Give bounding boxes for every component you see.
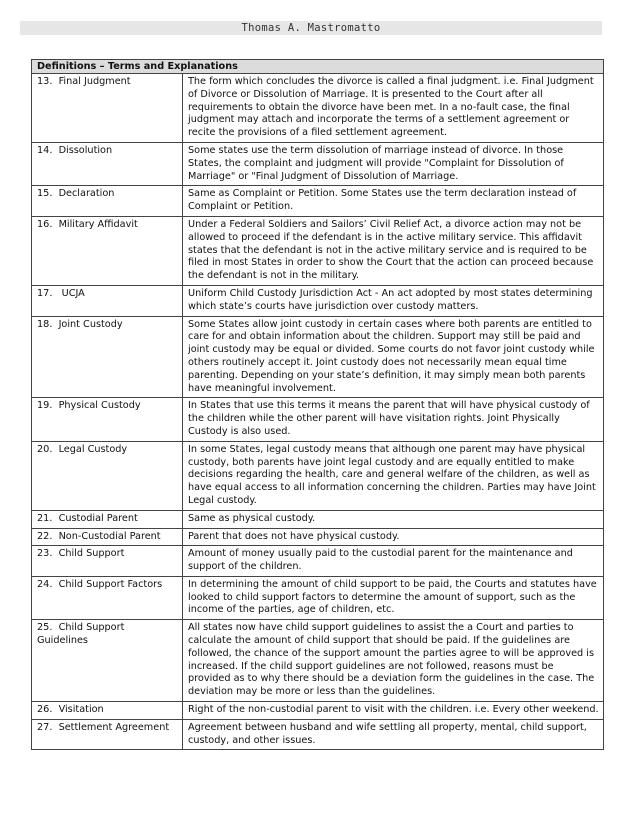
definitions-table	[31, 59, 604, 750]
term-cell: 17. UCJA	[32, 285, 183, 316]
table-row	[32, 316, 604, 398]
definition-cell: Same as Complaint or Petition. Some States use the term declaration instead of Complaint or Petition.	[183, 186, 604, 217]
table-row	[32, 510, 604, 528]
table-row	[32, 576, 604, 619]
table-row	[32, 546, 604, 577]
term-cell: 19. Physical Custody	[32, 398, 183, 441]
term-cell: 26. Visitation	[32, 702, 183, 720]
table-title: Definitions – Terms and Explanations	[32, 60, 604, 74]
definition-cell: Some States allow joint custody in certain cases where both parents are entitled to care for and obtain information about the children. Support may still be paid and joint custody may be equal or divided. Some courts do not favor joint custody while others routinely accept it. Joint custody does not necessarily mean equal time parenting. Depending on your state’s definition, it may simply mean both parents have meaningful involvement.	[183, 316, 604, 398]
definition-cell: Under a Federal Soldiers and Sailors’ Civil Relief Act, a divorce action may not be allowed to proceed if the defendant is in the active military service. This affidavit states that the defendant is not in the active military service and is required to be filed in most States in order to show the Court that the action can proceed because the defendant is not in the military.	[183, 216, 604, 285]
term-cell: 13. Final Judgment	[32, 74, 183, 143]
definition-cell: Same as physical custody.	[183, 510, 604, 528]
table-row	[32, 719, 604, 750]
term-cell: 18. Joint Custody	[32, 316, 183, 398]
term-cell: 14. Dissolution	[32, 142, 183, 185]
table-row	[32, 74, 604, 143]
definition-cell: In States that use this terms it means the parent that will have physical custody of the children while the other parent will have visitation rights. Joint Physically Custody is also used.	[183, 398, 604, 441]
table-row	[32, 142, 604, 185]
definition-cell: Amount of money usually paid to the custodial parent for the maintenance and support of the children.	[183, 546, 604, 577]
term-cell: 23. Child Support	[32, 546, 183, 577]
term-cell: 20. Legal Custody	[32, 441, 183, 510]
table-row	[32, 441, 604, 510]
term-cell: 24. Child Support Factors	[32, 576, 183, 619]
table-row	[32, 620, 604, 702]
definition-cell: All states now have child support guidelines to assist the a Court and parties to calculate the amount of child support that should be paid. If the guidelines are followed, the chance of the support amount the parties agree to will be approved is increased. If the child support guidelines are not followed, reasons must be provided as to why there should be a deviation form the guidelines in the case. The deviation may be more or less than the guidelines.	[183, 620, 604, 702]
definition-cell: In determining the amount of child support to be paid, the Courts and statutes have looked to child support factors to determine the amount of support, such as the income of the parties, age of children, etc.	[183, 576, 604, 619]
page-header	[20, 21, 602, 35]
table-header-row	[32, 60, 604, 74]
definition-cell: Uniform Child Custody Jurisdiction Act - An act adopted by most states determining which state’s courts have jurisdiction over custody matters.	[183, 285, 604, 316]
definition-cell: In some States, legal custody means that although one parent may have physical custody, both parents have joint legal custody and are equally entitled to make decisions regarding the health, care and general welfare of the children, as well as have equal access to all information concerning the children. Parties may have Joint Legal custody.	[183, 441, 604, 510]
definition-cell: Agreement between husband and wife settling all property, mental, child support, custody, and other issues.	[183, 719, 604, 750]
term-cell: 15. Declaration	[32, 186, 183, 217]
definition-cell: Right of the non-custodial parent to visit with the children. i.e. Every other weekend.	[183, 702, 604, 720]
definition-cell: The form which concludes the divorce is called a final judgment. i.e. Final Judgment of Divorce or Dissolution of Marriage. It is presented to the Court after all requirements to obtain the divorce have been met. In a no-fault case, the final judgment may attach and incorporate the terms of a settlement agreement or recite the provisions of a filed settlement agreement.	[183, 74, 604, 143]
table-row	[32, 216, 604, 285]
definitions-body	[32, 74, 604, 750]
term-cell: 27. Settlement Agreement	[32, 719, 183, 750]
table-row	[32, 186, 604, 217]
table-row	[32, 528, 604, 546]
table-row	[32, 285, 604, 316]
term-cell: 21. Custodial Parent	[32, 510, 183, 528]
table-row	[32, 702, 604, 720]
definition-cell: Parent that does not have physical custody.	[183, 528, 604, 546]
author-name: Thomas A. Mastromatto	[241, 22, 381, 34]
definition-cell: Some states use the term dissolution of marriage instead of divorce. In those States, the complaint and judgment will provide "Complaint for Dissolution of Marriage" or "Final Judgment of Dissolution of Marriage.	[183, 142, 604, 185]
term-cell: 25. Child Support Guidelines	[32, 620, 183, 702]
term-cell: 16. Military Affidavit	[32, 216, 183, 285]
table-row	[32, 398, 604, 441]
term-cell: 22. Non-Custodial Parent	[32, 528, 183, 546]
